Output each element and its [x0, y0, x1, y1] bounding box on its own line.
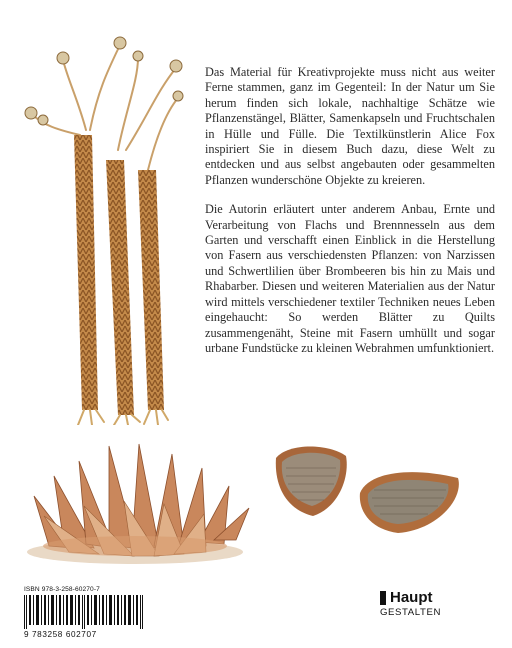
leaf-bowl-photo — [14, 436, 256, 568]
barcode-graphic — [24, 595, 144, 629]
braided-plant-cords-illustration — [8, 20, 198, 425]
description-paragraph-2: Die Autorin erläutert unter anderem Anbau, Ernte und Verarbeitung von Flachs und Brennnesseln aus dem Garten und verschafft einen Einblick in die Herstellung von Fasern aus verschiedensten Pflanzen: von Narzissen und Schwertlilien über Brombeeren bis hin zu Mais und Rhabarber. Diesen und weiteren Materialien aus der Natur wird mittels verschiedener textiler Techniken neues Leben eingehaucht: So werden Blätter zu Quilts zusammengenäht, Steine mit Fasern umhüllt und sogar urbane Fundstücke zu kleinen Webrahmen umfunktioniert. — [205, 202, 495, 355]
publisher-series: GESTALTEN — [380, 607, 442, 618]
isbn-label: ISBN 978-3-258-60270-7 — [24, 586, 100, 593]
description-paragraph-1: Das Material für Kreativprojekte muss nicht aus weiter Ferne stammen, ganz im Gegenteil: In der Natur um Sie herum finden sich lokale, nachhaltige Schätze wie Pflanzenstängel, Blätter, Samenkapseln und Fruchtschalen in Hülle und Fülle. Die Textilkünstlerin Alice Fox inspiriert Sie in diesem Buch dazu, diese Welt zu entdecken und aus selbst angebauten oder gesammelten Pflanzen wunderschöne Objekte zu kreieren. — [205, 65, 495, 187]
description-text — [205, 65, 495, 370]
isbn-digits: 9 783258 602707 — [24, 630, 97, 639]
fiber-wrapped-shells-photo — [268, 438, 468, 538]
publisher-name: Haupt — [390, 589, 433, 606]
publisher-mark-icon — [380, 591, 386, 605]
isbn-barcode-block — [24, 586, 174, 639]
publisher-logo — [380, 590, 490, 618]
